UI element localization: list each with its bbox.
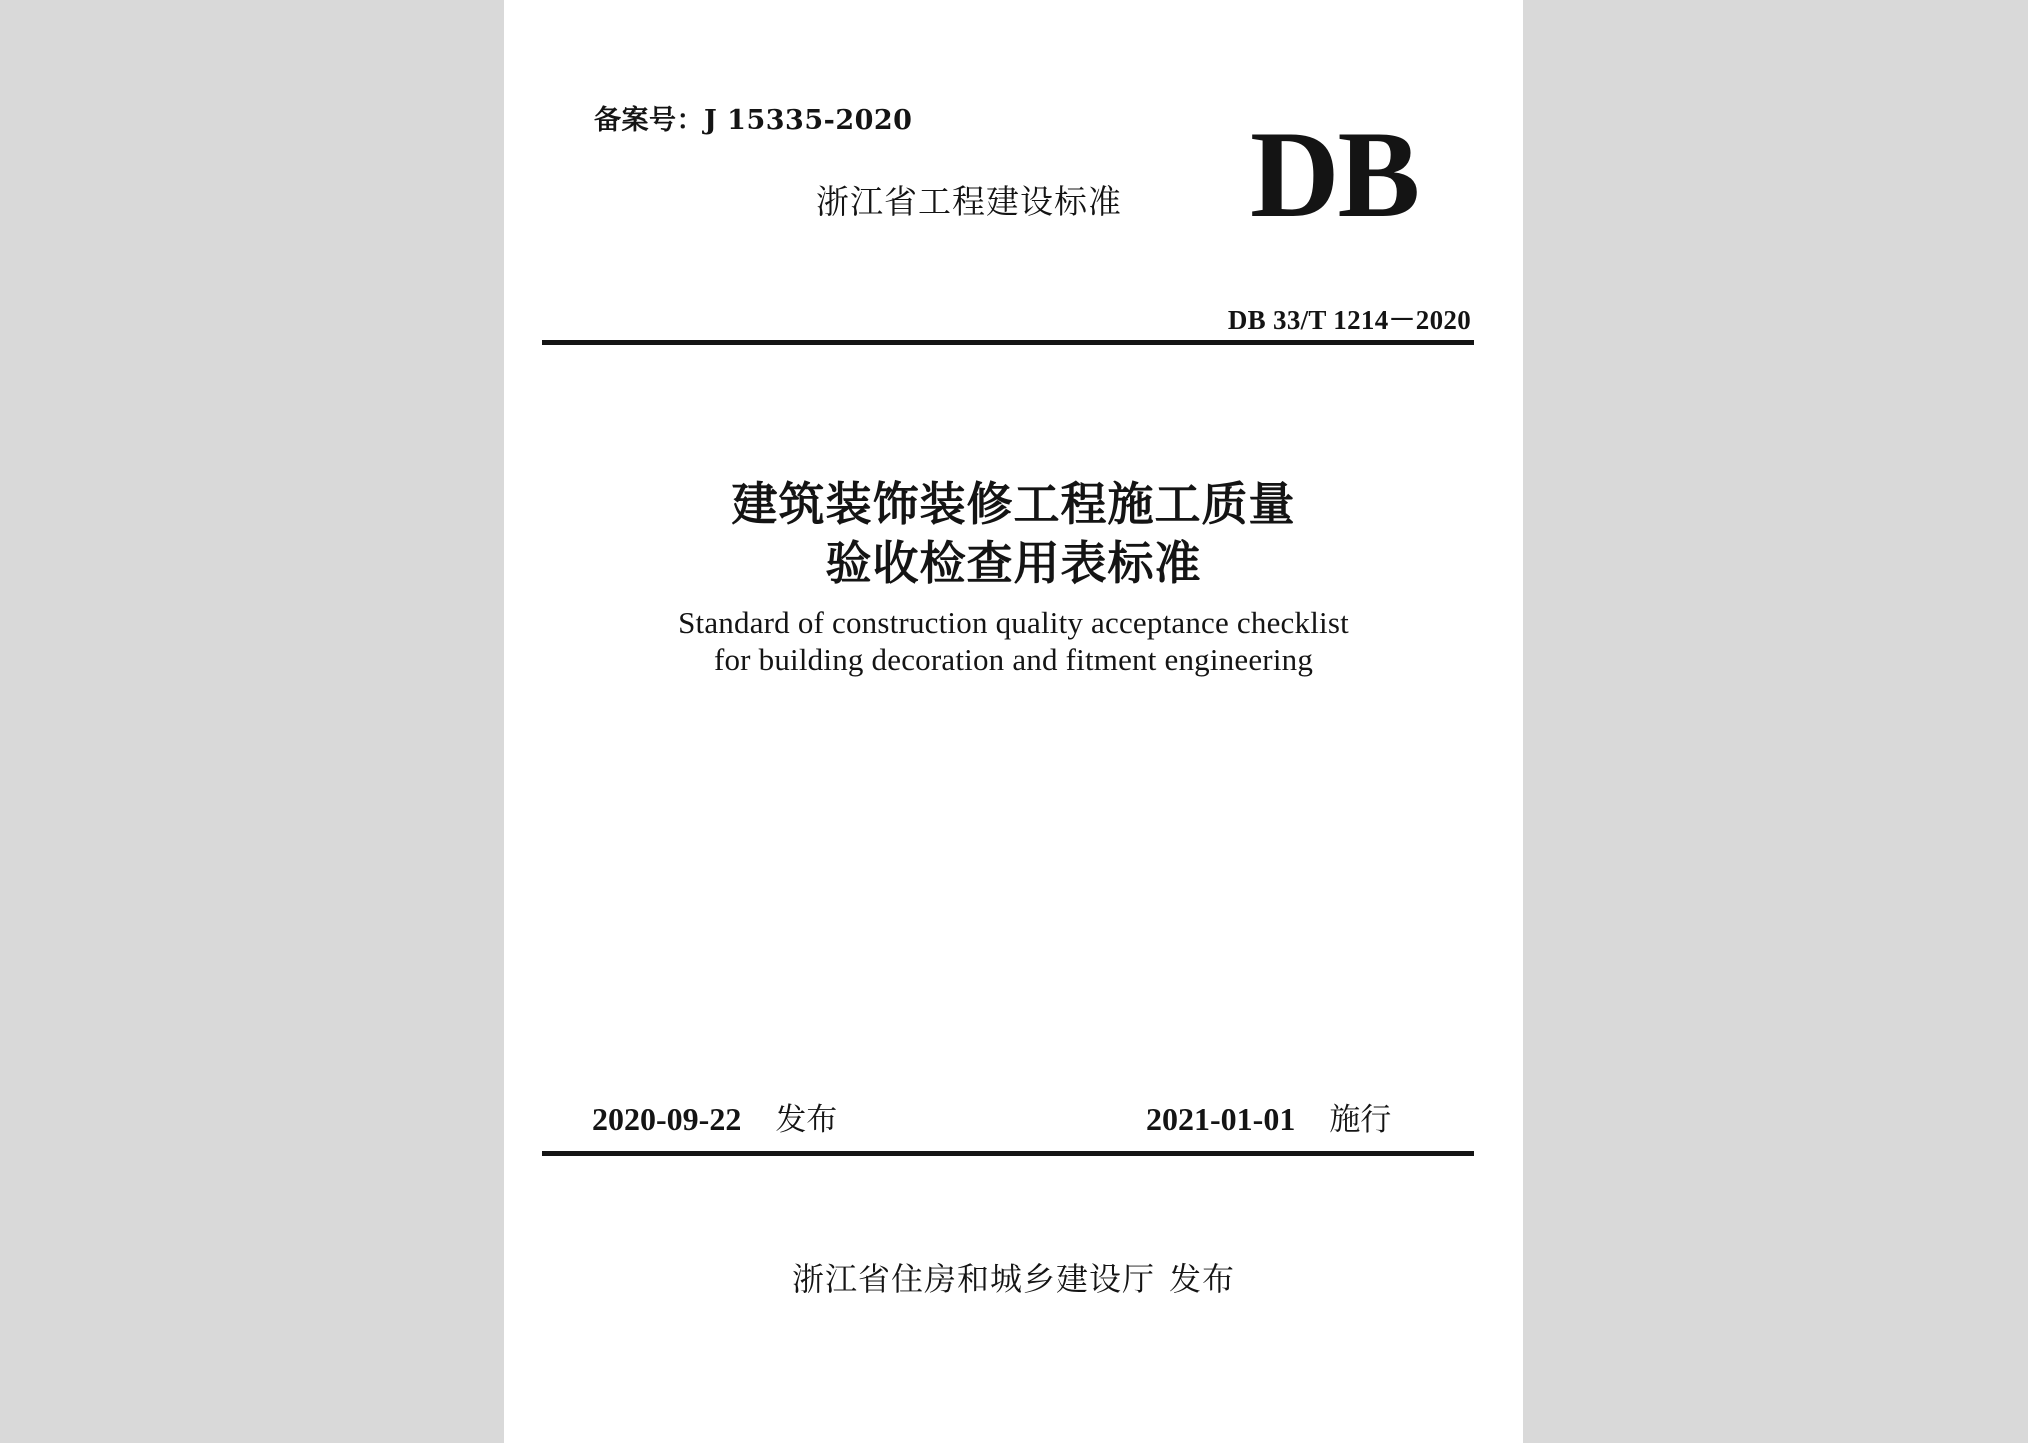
- publisher-name: 浙江省住房和城乡建设厅: [791, 1260, 1155, 1298]
- publisher-line: [504, 1254, 1523, 1300]
- title-zh-line1: 建筑装饰装修工程施工质量: [731, 477, 1296, 531]
- standard-code: DB 33/T 1214－2020: [1227, 305, 1471, 335]
- record-number: 备案号：J 15335-2020: [594, 105, 913, 136]
- effective-date: 2021-01-01: [1146, 1101, 1296, 1137]
- publish-label: 发布: [1169, 1260, 1236, 1298]
- standard-category: 浙江省工程建设标准: [816, 182, 1122, 221]
- issue-label: 发布: [775, 1102, 838, 1138]
- effective-label: 施行: [1329, 1102, 1392, 1138]
- db-logo: DB: [1250, 106, 1419, 243]
- effective-date-block: [1146, 1094, 1391, 1139]
- top-divider: [542, 340, 1474, 345]
- document-page: [504, 0, 1523, 1443]
- issue-date-block: [592, 1094, 837, 1139]
- title-zh-line2: 验收检查用表标准: [825, 536, 1202, 590]
- bottom-divider: [542, 1151, 1474, 1156]
- issue-date: 2020-09-22: [592, 1101, 742, 1137]
- title-en-line2: for building decoration and fitment engineering: [713, 642, 1314, 677]
- title-en-line1: Standard of construction quality acceptance checklist: [678, 605, 1349, 640]
